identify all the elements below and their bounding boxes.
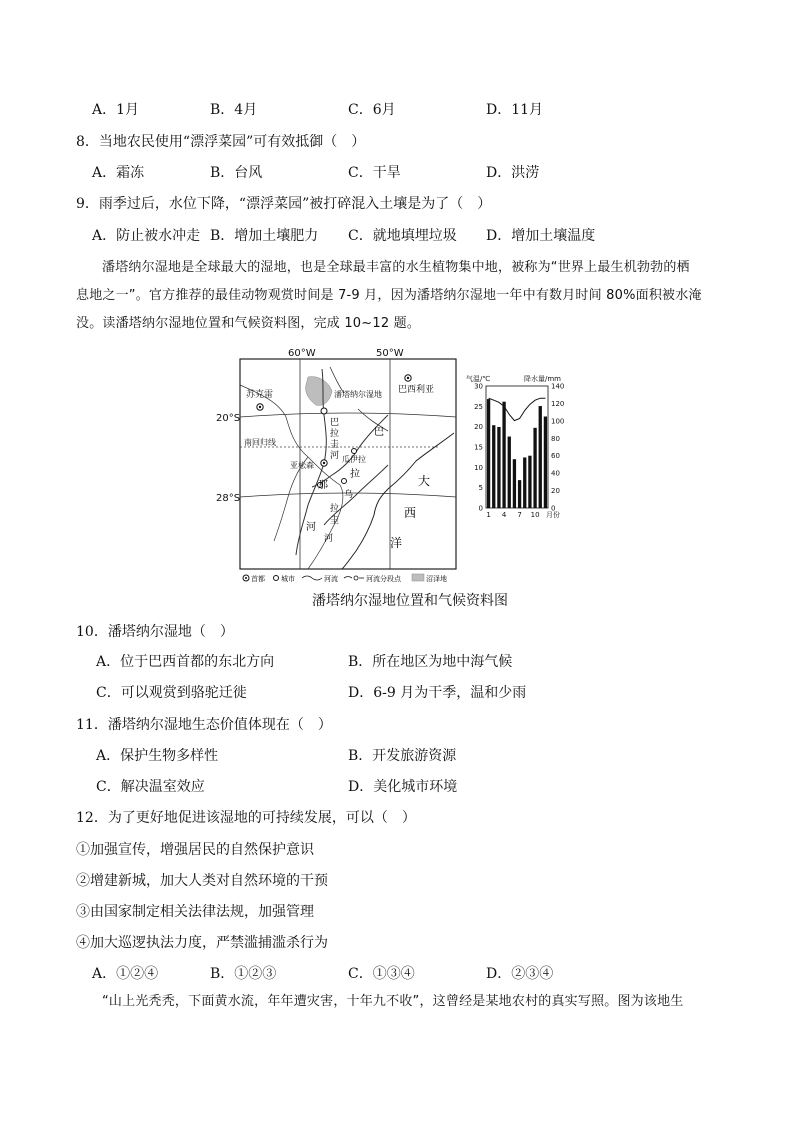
guaira-city-marker [352, 449, 357, 454]
intro-line-3: 没。读潘塔纳尔湿地位置和气候资料图，完成 10~12 题。 [76, 316, 421, 331]
precip-tick-label: 100 [551, 417, 565, 426]
temp-tick-label: 20 [474, 423, 483, 432]
svg-text:沼泽地: 沼泽地 [426, 575, 447, 583]
q11-option-b: B．开发旅游资源 [348, 748, 457, 764]
precip-tick-label: 80 [551, 434, 560, 443]
q12-stem: 12．为了更好地促进该湿地的可持续发展，可以（ ） [76, 810, 416, 826]
sucre-label: 苏克雷 [246, 390, 274, 400]
precip-bar [508, 437, 511, 508]
river-char: 圭 [330, 516, 340, 526]
precip-axis-label: 降水量/mm [524, 375, 561, 383]
river-char: 河 [306, 522, 316, 533]
month-tick-label: 4 [501, 511, 507, 519]
lat-label-28s: 28°S [216, 493, 241, 504]
temp-tick-label: 0 [478, 504, 483, 513]
river-char: 圭 [330, 440, 340, 450]
precip-bar [497, 427, 500, 508]
map-legend [243, 574, 447, 583]
precip-bar [487, 399, 490, 508]
precip-bar [539, 406, 542, 508]
q8-option-a: A．霜冻 [92, 165, 145, 181]
svg-text:首都: 首都 [251, 575, 265, 583]
precip-bar [544, 417, 547, 509]
svg-text:河流: 河流 [324, 575, 338, 583]
q8-option-c: C．干旱 [348, 165, 401, 181]
intro-line-1: 潘塔纳尔湿地是全球最大的湿地，也是全球最丰富的水生植物集中地，被称为“世界上最生机勃勃的栖 [102, 260, 690, 275]
river-char: 乌 [344, 490, 354, 500]
month-tick-label: 1 [486, 511, 491, 519]
q7-option-d: D．11月 [486, 102, 544, 118]
location-map [216, 345, 460, 587]
q9-option-d: D．增加土壤温度 [486, 228, 596, 244]
month-tick-label: 10 [530, 511, 540, 519]
q8-option-d: D．洪涝 [486, 165, 540, 181]
climate-chart [462, 370, 572, 522]
temp-tick-label: 10 [474, 463, 483, 472]
svg-text:河流分段点: 河流分段点 [366, 575, 401, 583]
precip-bar [502, 402, 505, 508]
intro-line-2: 息地之一”。官方推荐的最佳动物观赏时间是 7-9 月，因为潘塔纳尔湿地一年中有数月时间 80%面积被水淹 [76, 288, 702, 303]
lon-label-50w: 50°W [376, 348, 404, 359]
precip-bar [523, 457, 526, 508]
q10-option-a: A．位于巴西首都的东北方向 [96, 654, 275, 670]
temp-tick-label: 25 [474, 402, 483, 411]
brasilia-label: 巴西利亚 [398, 385, 435, 395]
precip-tick-label: 0 [551, 504, 556, 513]
q7-option-a: A．1月 [92, 102, 140, 118]
month-unit-label: 月份 [546, 511, 560, 519]
precip-tick-label: 20 [551, 487, 560, 496]
river-char: 河 [324, 534, 334, 544]
precip-bar [518, 480, 521, 508]
river-char: 拉 [330, 504, 340, 514]
guaira-label: 瓜伊拉 [342, 455, 366, 464]
q11-stem: 11．潘塔纳尔湿地生态价值体现在（ ） [76, 717, 332, 733]
precip-tick-label: 120 [551, 399, 565, 408]
temp-tick-label: 15 [474, 443, 483, 452]
q11-option-a: A．保护生物多样性 [96, 748, 219, 764]
river-char: 拉 [350, 469, 360, 480]
precip-bar [528, 456, 531, 508]
temp-tick-label: 5 [478, 484, 483, 493]
temp-axis-label: 气温/℃ [466, 375, 491, 383]
q8-stem: 8．当地农民使用“漂浮菜园”可有效抵御（ ） [76, 134, 366, 150]
ocean-char: 洋 [390, 536, 403, 550]
month-tick-label: 7 [517, 511, 522, 519]
precip-bar [513, 459, 516, 508]
pantanal-label: 潘塔纳尔湿地 [334, 390, 382, 399]
q11-option-c: C．解决温室效应 [96, 779, 205, 795]
next-intro: “山上光秃秃，下面黄水流，年年遭灾害，十年九不收”，这曾经是某地农村的真实写照。图为该地生 [102, 994, 684, 1009]
q12-item-2: ②增建新城，加大人类对自然环境的干预 [76, 873, 328, 889]
q9-option-b: B．增加土壤肥力 [210, 228, 319, 244]
q10-stem: 10．潘塔纳尔湿地（ ） [76, 624, 234, 640]
q12-item-4: ④加大巡逻执法力度，严禁滥捕滥杀行为 [76, 935, 328, 951]
q10-option-c: C．可以观赏到骆驼迁徙 [96, 685, 247, 701]
river-char: 那 [318, 480, 328, 491]
q11-option-d: D．美化城市环境 [348, 779, 458, 795]
q12-option-b: B．①②③ [210, 966, 277, 982]
q12-option-a: A．①②④ [92, 966, 159, 982]
temp-tick-label: 30 [474, 382, 483, 391]
precip-bar [533, 428, 536, 508]
ocean-char: 西 [404, 506, 417, 520]
asuncion-label: 亚松森 [290, 461, 314, 470]
svg-text:城市: 城市 [281, 575, 295, 583]
precip-tick-label: 40 [551, 469, 560, 478]
precip-tick-label: 60 [551, 452, 560, 461]
river-char: 拉 [330, 429, 340, 439]
q10-option-d: D．6-9 月为干季，温和少雨 [348, 685, 527, 701]
q7-option-c: C．6月 [348, 102, 396, 118]
precip-bar [492, 425, 495, 508]
lat-label-20s: 20°S [216, 413, 241, 424]
q9-stem: 9．雨季过后，水位下降，“漂浮菜园”被打碎混入土壤是为了（ ） [76, 196, 492, 212]
figure-caption: 潘塔纳尔湿地位置和气候资料图 [312, 593, 508, 609]
river-char: 河 [330, 451, 340, 461]
pantanal-split-marker [321, 408, 327, 414]
q12-item-1: ①加强宣传，增强居民的自然保护意识 [76, 842, 314, 858]
intro-paragraph [76, 254, 726, 338]
q12-item-3: ③由国家制定相关法律法规，加强管理 [76, 904, 314, 920]
lon-label-60w: 60°W [288, 348, 316, 359]
q7-option-b: B．4月 [210, 102, 258, 118]
river-char: 巴 [330, 418, 340, 428]
q12-option-c: C．①③④ [348, 966, 415, 982]
precip-tick-label: 140 [551, 382, 565, 391]
q10-option-b: B．所在地区为地中海气候 [348, 654, 513, 670]
tropic-label: 南回归线 [244, 438, 276, 447]
q12-option-d: D．②③④ [486, 966, 554, 982]
q9-option-a: A．防止被水冲走 [92, 228, 201, 244]
q9-option-c: C．就地填埋垃圾 [348, 228, 457, 244]
ocean-char: 大 [418, 474, 431, 488]
q8-option-b: B．台风 [210, 165, 263, 181]
river-char: 巴 [374, 427, 384, 438]
